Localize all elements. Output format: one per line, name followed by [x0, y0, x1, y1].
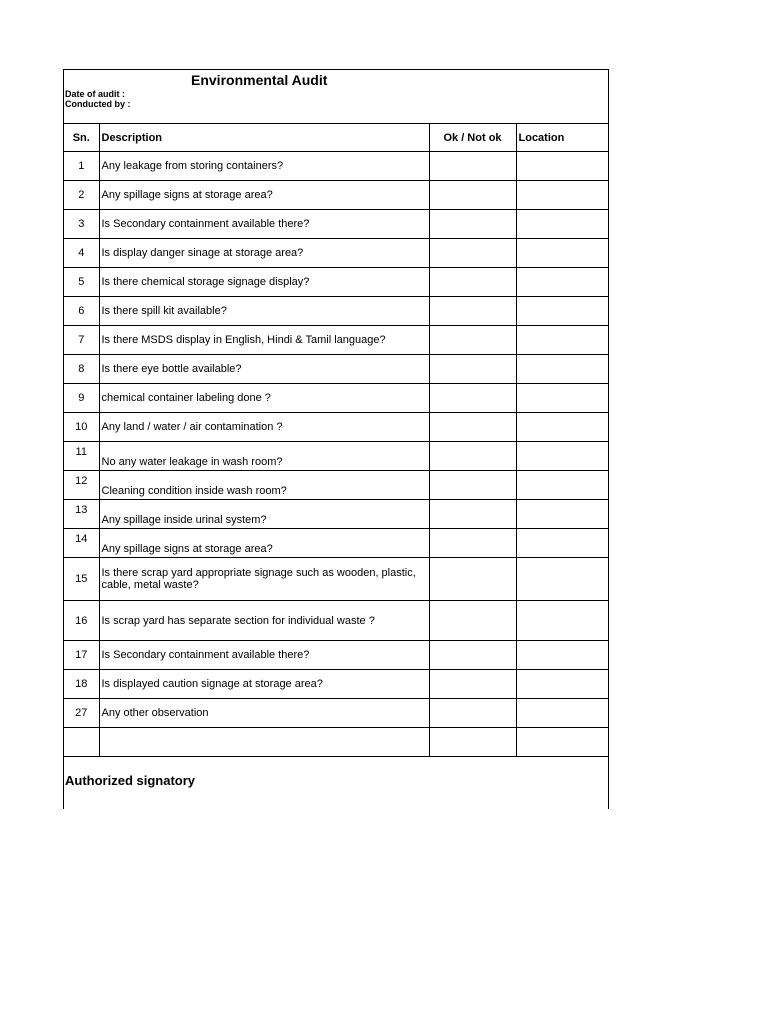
row-location-cell[interactable]	[516, 326, 609, 355]
row-location-cell[interactable]	[516, 413, 609, 442]
row-sn: 27	[64, 699, 99, 728]
row-status-cell[interactable]	[429, 500, 516, 529]
row-sn: 6	[64, 297, 99, 326]
row-description: Any spillage signs at storage area?	[99, 181, 429, 210]
row-sn: 13	[64, 500, 99, 529]
column-header-location: Location	[516, 124, 609, 152]
row-description: Is there chemical storage signage display?	[99, 268, 429, 297]
row-status-cell[interactable]	[429, 529, 516, 558]
row-sn: 18	[64, 670, 99, 699]
table-row	[64, 326, 609, 355]
row-description: No any water leakage in wash room?	[99, 442, 429, 471]
table-row	[64, 471, 609, 500]
row-description: Is display danger sinage at storage area?	[99, 239, 429, 268]
page-title: Environmental Audit	[191, 72, 328, 88]
row-sn: 17	[64, 641, 99, 670]
row-status-cell[interactable]	[429, 670, 516, 699]
table-row	[64, 268, 609, 297]
row-location-cell[interactable]	[516, 239, 609, 268]
row-description: Is there spill kit available?	[99, 297, 429, 326]
row-location-cell[interactable]	[516, 355, 609, 384]
row-location-cell[interactable]	[516, 181, 609, 210]
row-description: Any leakage from storing containers?	[99, 152, 429, 181]
row-description: Is Secondary containment available there?	[99, 210, 429, 239]
row-location-cell[interactable]	[516, 471, 609, 500]
row-description: Any spillage signs at storage area?	[99, 529, 429, 558]
row-sn: 9	[64, 384, 99, 413]
row-description: Is Secondary containment available there?	[99, 641, 429, 670]
row-sn: 2	[64, 181, 99, 210]
row-location-cell[interactable]	[516, 728, 609, 757]
row-sn: 12	[64, 471, 99, 500]
row-description: Cleaning condition inside wash room?	[99, 471, 429, 500]
row-status-cell[interactable]	[429, 297, 516, 326]
row-sn: 7	[64, 326, 99, 355]
row-location-cell[interactable]	[516, 670, 609, 699]
row-description: Is scrap yard has separate section for individual waste ?	[99, 601, 429, 641]
row-location-cell[interactable]	[516, 641, 609, 670]
audit-sheet	[63, 69, 609, 809]
table-row	[64, 529, 609, 558]
row-sn: 5	[64, 268, 99, 297]
row-status-cell[interactable]	[429, 239, 516, 268]
row-description: Is displayed caution signage at storage area?	[99, 670, 429, 699]
table-row	[64, 384, 609, 413]
row-location-cell[interactable]	[516, 210, 609, 239]
table-row	[64, 500, 609, 529]
row-sn: 14	[64, 529, 99, 558]
row-location-cell[interactable]	[516, 268, 609, 297]
row-sn: 1	[64, 152, 99, 181]
row-status-cell[interactable]	[429, 210, 516, 239]
row-sn: 8	[64, 355, 99, 384]
table-row	[64, 210, 609, 239]
row-description	[99, 728, 429, 757]
row-location-cell[interactable]	[516, 442, 609, 471]
row-description: Any other observation	[99, 699, 429, 728]
row-sn: 10	[64, 413, 99, 442]
row-status-cell[interactable]	[429, 699, 516, 728]
row-status-cell[interactable]	[429, 326, 516, 355]
row-sn: 11	[64, 442, 99, 471]
row-location-cell[interactable]	[516, 297, 609, 326]
table-row	[64, 601, 609, 641]
row-status-cell[interactable]	[429, 728, 516, 757]
row-location-cell[interactable]	[516, 558, 609, 601]
row-status-cell[interactable]	[429, 355, 516, 384]
table-row	[64, 670, 609, 699]
row-description: Any spillage inside urinal system?	[99, 500, 429, 529]
table-row	[64, 413, 609, 442]
row-status-cell[interactable]	[429, 442, 516, 471]
row-status-cell[interactable]	[429, 152, 516, 181]
row-status-cell[interactable]	[429, 268, 516, 297]
row-location-cell[interactable]	[516, 152, 609, 181]
row-status-cell[interactable]	[429, 641, 516, 670]
row-status-cell[interactable]	[429, 181, 516, 210]
row-description: chemical container labeling done ?	[99, 384, 429, 413]
table-row	[64, 239, 609, 268]
authorized-signatory-label: Authorized signatory	[65, 773, 196, 788]
row-location-cell[interactable]	[516, 384, 609, 413]
table-row	[64, 699, 609, 728]
row-location-cell[interactable]	[516, 529, 609, 558]
row-sn: 4	[64, 239, 99, 268]
row-status-cell[interactable]	[429, 601, 516, 641]
row-sn	[64, 728, 99, 757]
row-status-cell[interactable]	[429, 471, 516, 500]
table-row	[64, 558, 609, 601]
row-description: Is there eye bottle available?	[99, 355, 429, 384]
table-row	[64, 152, 609, 181]
row-location-cell[interactable]	[516, 601, 609, 641]
table-row	[64, 297, 609, 326]
date-of-audit-label: Date of audit :	[65, 89, 125, 99]
conducted-by-label: Conducted by :	[65, 99, 131, 109]
row-status-cell[interactable]	[429, 413, 516, 442]
row-location-cell[interactable]	[516, 699, 609, 728]
row-location-cell[interactable]	[516, 500, 609, 529]
table-row	[64, 442, 609, 471]
table-row	[64, 641, 609, 670]
row-status-cell[interactable]	[429, 384, 516, 413]
row-description: Is there MSDS display in English, Hindi & Tamil language?	[99, 326, 429, 355]
row-description: Any land / water / air contamination ?	[99, 413, 429, 442]
title-block	[64, 70, 608, 124]
table-row	[64, 181, 609, 210]
row-sn: 3	[64, 210, 99, 239]
row-sn: 16	[64, 601, 99, 641]
audit-table	[64, 124, 609, 757]
table-header-row	[64, 124, 609, 152]
row-sn: 15	[64, 558, 99, 601]
column-header-sn: Sn.	[64, 124, 99, 152]
table-row-empty	[64, 728, 609, 757]
column-header-description: Description	[99, 124, 429, 152]
table-row	[64, 355, 609, 384]
row-status-cell[interactable]	[429, 558, 516, 601]
row-description: Is there scrap yard appropriate signage such as wooden, plastic, cable, metal waste?	[99, 558, 429, 601]
column-header-status: Ok / Not ok	[429, 124, 516, 152]
